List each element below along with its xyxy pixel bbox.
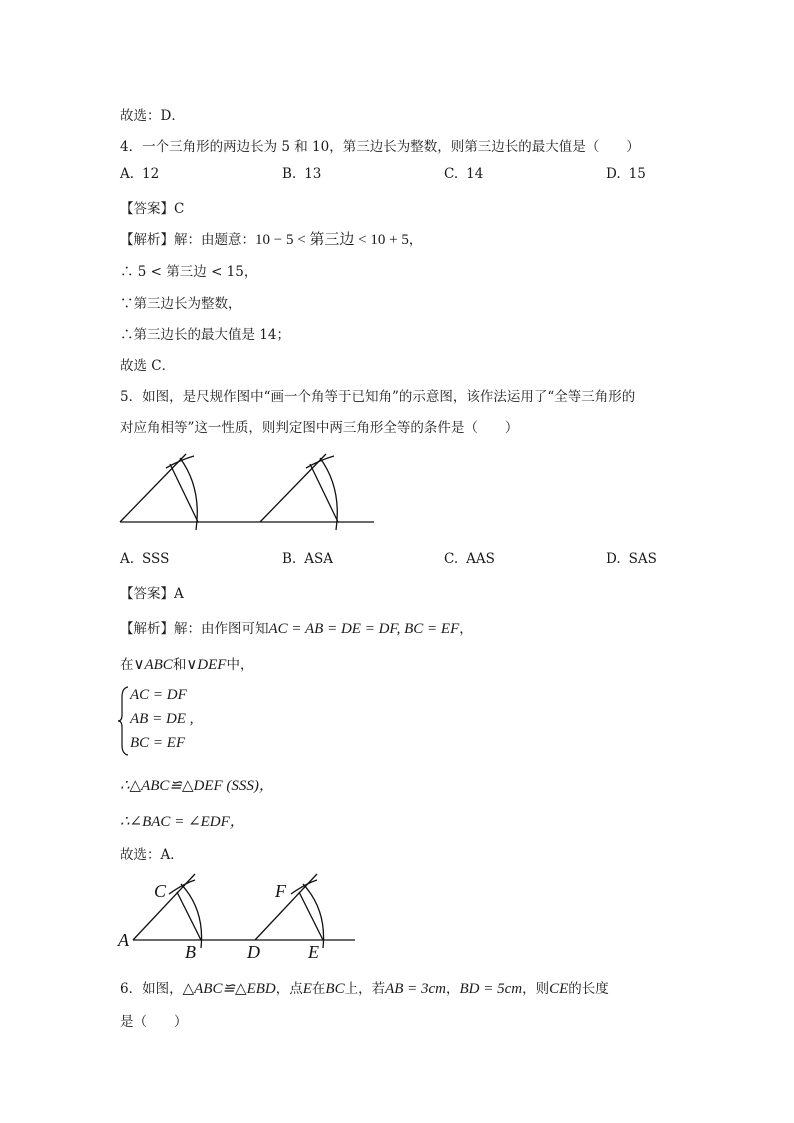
system-brace (118, 685, 130, 757)
q5-option-b: B. ASA (282, 551, 333, 567)
q5-stem-line-2: 对应角相等”这一性质，则判定图中两三角形全等的条件是（ ） (120, 420, 519, 436)
q5-analysis: 【解析】解：由作图可知AC = AB = DE = DF, BC = EF， (120, 621, 473, 637)
system-eq-3: BC = EF (130, 735, 186, 751)
label-a: A (118, 930, 129, 950)
q4-answer: 【答案】C (120, 201, 185, 217)
q4-option-c: C. 14 (444, 166, 484, 182)
q4-option-a: A. 12 (120, 166, 160, 182)
q5-conclusion-1: ∴△ABC≌△DEF (SSS)， (120, 778, 274, 794)
q5-option-d: D. SAS (606, 551, 657, 567)
label-c: C (154, 881, 167, 901)
q4-analysis: 【解析】解：由题意：10 − 5 < 第三边 < 10 + 5， (120, 232, 423, 248)
q6-stem-line-1: 6．如图，△ABC≌△EBD，点E在BC上，若AB = 3cm，BD = 5cm，则CE的长度 (120, 981, 609, 997)
label-b: B (185, 942, 196, 962)
q5-labeled-figure (115, 868, 360, 963)
q5-final: 故选：A． (120, 847, 184, 863)
q5-option-c: C. AAS (444, 551, 495, 567)
system-eq-1: AC = DF (130, 687, 187, 703)
q6-stem-line-2: 是（ ） (120, 1014, 188, 1030)
q4-stem: 4．一个三角形的两边长为 5 和 10，第三边长为整数，则第三边长的最大值是（ ） (120, 139, 640, 155)
q4-step-2: ∵第三边长为整数， (120, 296, 242, 312)
q5-answer: 【答案】A (120, 586, 184, 602)
q4-final: 故选 C． (120, 358, 176, 374)
label-f: F (275, 881, 286, 901)
label-e: E (308, 942, 319, 962)
prev-answer: 故选：D． (120, 108, 185, 124)
q5-triangles-line: 在∨ABC和∨DEF中， (120, 657, 254, 673)
q5-construction-figure (110, 448, 390, 538)
q4-option-b: B. 13 (282, 166, 322, 182)
q5-option-a: A. SSS (120, 551, 170, 567)
label-d: D (247, 942, 260, 962)
system-eq-2: AB = DE , (130, 711, 194, 727)
q4-step-3: ∴第三边长的最大值是 14； (120, 327, 290, 343)
q5-stem-line-1: 5．如图，是尺规作图中“画一个角等于已知角”的示意图，该作法运用了“全等三角形的 (120, 389, 636, 405)
q4-step-1: ∴ 5 < 第三边 < 15， (120, 264, 258, 280)
q4-option-d: D. 15 (606, 166, 646, 182)
q5-conclusion-2: ∴∠BAC = ∠EDF， (120, 814, 245, 830)
